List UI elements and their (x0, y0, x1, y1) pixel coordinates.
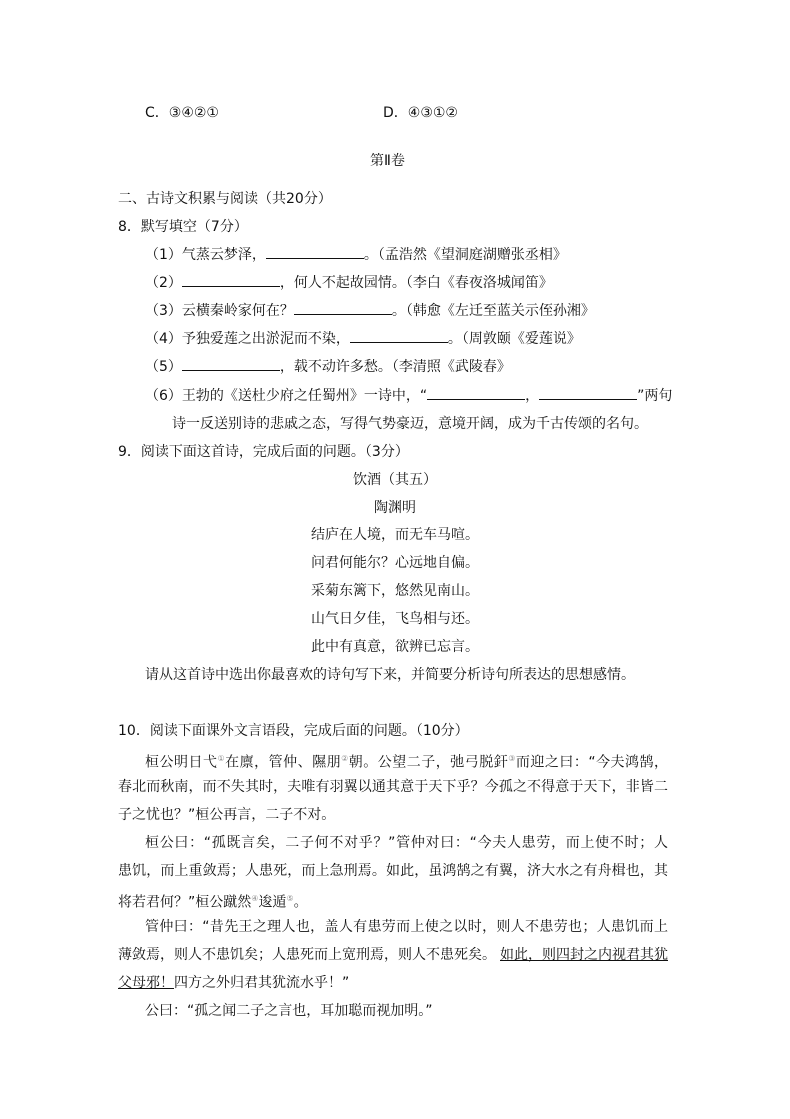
answer-blank[interactable] (539, 387, 637, 400)
q9-question: 请从这首诗中选出你最喜欢的诗句写下来，并简要分析诗句所表达的思想感情。 (145, 667, 635, 683)
passage-line: 将若君何？”桓公蹴然④逡遁⑤。 (118, 894, 308, 911)
q8-item-6-cont: 诗一反送别诗的悲戚之态，写得气势豪迈，意境开阔，成为千古传颂的名句。 (172, 416, 648, 432)
answer-blank[interactable] (266, 246, 364, 259)
answer-blank[interactable] (182, 358, 280, 371)
poem-line: 问君何能尔？心远地自偏。 (311, 555, 479, 571)
volume-heading: 第Ⅱ卷 (370, 153, 405, 169)
q8-item-2: （2） ，何人不起故园情。（李白《春夜洛城闻笛》 (145, 275, 553, 291)
passage-line: 春北而秋南，而不失其时，夫唯有羽翼以通其意于天下乎？今孤之不得意于天下，非皆二 (118, 779, 668, 795)
underlined-sentence: 如此，则四封之内视君其犹 (500, 947, 668, 963)
poem-title: 饮酒（其五） (353, 472, 437, 488)
q8-title: 8．默写填空（7分） (118, 219, 248, 235)
passage-line: 薄敛焉，则人不患饥矣；人患死而上宽刑焉，则人不患死矣。 如此，则四封之内视君其犹 (118, 947, 668, 963)
poem-line: 此中有真意，欲辨已忘言。 (311, 639, 479, 655)
passage-line: 患饥，而上重敛焉；人患死，而上急刑焉。如此，虽鸿鹄之有翼，济大水之有舟楫也，其 (118, 863, 668, 879)
option-c: C．③④②① (145, 105, 219, 121)
answer-blank[interactable] (294, 302, 392, 315)
q9-title: 9．阅读下面这首诗，完成后面的问题。（3分） (118, 444, 409, 460)
passage-line: 子之忧也？”桓公再言，二子不对。 (118, 807, 336, 823)
poem-author: 陶渊明 (374, 500, 416, 516)
q8-item-4: （4）予独爱莲之出淤泥而不染， 。（周敦颐《爱莲说》 (145, 331, 581, 347)
q8-item-1: （1）气蒸云梦泽， 。（孟浩然《望洞庭湖赠张丞相》 (145, 247, 567, 263)
passage-line: 父母邪！四方之外归君其犹流水乎！” (118, 975, 350, 991)
underlined-sentence: 父母邪！ (118, 975, 174, 991)
answer-blank[interactable] (427, 387, 525, 400)
answer-blank[interactable] (350, 330, 448, 343)
poem-line: 采菊东篱下，悠然见南山。 (311, 583, 479, 599)
q8-item-3: （3）云横秦岭家何在？ 。（韩愈《左迁至蓝关示侄孙湘》 (145, 303, 595, 319)
q10-title: 10．阅读下面课外文言语段，完成后面的问题。（10分） (118, 723, 469, 739)
answer-blank[interactable] (182, 274, 280, 287)
passage-line: 管仲曰：“昔先王之理人也，盖人有患劳而上使之以时，则人不患劳也；人患饥而上 (145, 919, 668, 935)
poem-line: 山气日夕佳，飞鸟相与还。 (311, 611, 479, 627)
q8-item-5: （5） ，载不动许多愁。（李清照《武陵春》 (145, 359, 511, 375)
section-heading: 二、古诗文积累与阅读（共20分） (118, 191, 332, 207)
passage-line: 桓公曰：“孤既言矣，二子何不对乎？”管仲对曰：“今夫人患劳，而上使不时；人 (145, 835, 668, 851)
poem-line: 结庐在人境，而无车马喧。 (311, 527, 479, 543)
passage-line: 桓公明日弋①在廪，管仲、隰朋②朝。公望二子，弛弓脱釬③而迎之曰：“今夫鸿鹄， (145, 754, 669, 771)
passage-line: 公曰：“孤之闻二子之言也，耳加聪而视加明。” (145, 1003, 433, 1019)
q8-item-6: （6）王勃的《送杜少府之任蜀州》一诗中，“ ， ”两句 (145, 388, 673, 404)
option-d: D．④③①② (383, 105, 458, 121)
